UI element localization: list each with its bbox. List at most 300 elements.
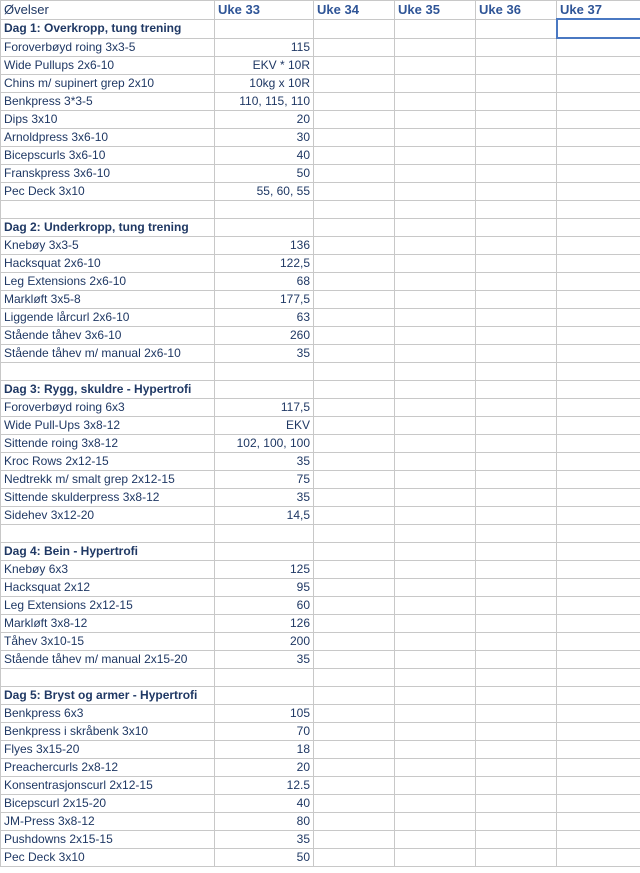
week-36-empty-cell[interactable] [476,417,557,435]
week-35-empty-cell[interactable] [395,705,476,723]
week-34-empty-cell[interactable] [314,273,395,291]
week-34-empty-cell[interactable] [314,201,395,219]
week-36-empty-cell[interactable] [476,57,557,75]
exercise-name-cell[interactable]: Wide Pullups 2x6-10 [1,57,215,75]
exercise-name-cell[interactable]: Preachercurls 2x8-12 [1,759,215,777]
exercise-row [1,633,640,651]
week-34-empty-cell[interactable] [314,795,395,813]
week-35-empty-cell[interactable] [395,579,476,597]
week-34-empty-cell[interactable] [314,38,395,57]
week-34-empty-cell[interactable] [314,489,395,507]
week-33-value-cell[interactable] [215,669,314,687]
week-34-empty-cell[interactable] [314,507,395,525]
exercise-name-cell[interactable] [1,525,215,543]
week-36-empty-cell[interactable] [476,345,557,363]
section-title-cell[interactable]: Dag 2: Underkropp, tung trening [1,219,215,237]
week-34-empty-cell[interactable] [314,75,395,93]
week-35-empty-cell[interactable] [395,201,476,219]
week-36-empty-cell[interactable] [476,489,557,507]
week-36-empty-cell[interactable] [476,759,557,777]
week-35-empty-cell[interactable] [395,75,476,93]
week-34-empty-cell[interactable] [314,219,395,237]
week-34-empty-cell[interactable] [314,237,395,255]
exercise-name-cell[interactable]: Sidehev 3x12-20 [1,507,215,525]
week-33-value-cell[interactable]: 260 [215,327,314,345]
week-36-empty-cell[interactable] [476,723,557,741]
week-35-empty-cell[interactable] [395,93,476,111]
week-35-empty-cell[interactable] [395,237,476,255]
week-37-empty-cell[interactable] [557,111,640,129]
week-36-empty-cell[interactable] [476,561,557,579]
week-33-value-cell[interactable]: 125 [215,561,314,579]
week-36-empty-cell[interactable] [476,795,557,813]
week-35-empty-cell[interactable] [395,129,476,147]
week-33-value-cell[interactable]: 35 [215,489,314,507]
week-33-value-cell[interactable]: 63 [215,309,314,327]
week-33-value-cell[interactable] [215,201,314,219]
week-33-value-cell[interactable]: 35 [215,831,314,849]
section-title-cell[interactable]: Dag 5: Bryst og armer - Hypertrofi [1,687,215,705]
week-37-empty-cell[interactable] [557,165,640,183]
week-33-value-cell[interactable]: EKV [215,417,314,435]
week-33-value-cell[interactable]: 122,5 [215,255,314,273]
week-36-empty-cell[interactable] [476,381,557,399]
week-36-empty-cell[interactable] [476,471,557,489]
week-34-empty-cell[interactable] [314,777,395,795]
week-34-empty-cell[interactable] [314,651,395,669]
exercise-name-cell[interactable]: Sittende roing 3x8-12 [1,435,215,453]
week-34-empty-cell[interactable] [314,435,395,453]
week-33-value-cell[interactable]: 80 [215,813,314,831]
week-33-value-cell[interactable]: 12.5 [215,777,314,795]
week-36-empty-cell[interactable] [476,525,557,543]
week-36-empty-cell[interactable] [476,849,557,867]
week-33-value-cell[interactable] [215,543,314,561]
week-35-empty-cell[interactable] [395,615,476,633]
week-34-empty-cell[interactable] [314,525,395,543]
week-35-empty-cell[interactable] [395,273,476,291]
week-33-value-cell[interactable]: 35 [215,453,314,471]
week-34-empty-cell[interactable] [314,147,395,165]
header-week-35[interactable]: Uke 35 [395,1,476,20]
week-36-empty-cell[interactable] [476,669,557,687]
week-35-empty-cell[interactable] [395,19,476,38]
week-33-value-cell[interactable]: 40 [215,147,314,165]
week-34-empty-cell[interactable] [314,93,395,111]
week-35-empty-cell[interactable] [395,255,476,273]
week-33-value-cell[interactable]: 35 [215,345,314,363]
exercise-name-cell[interactable]: Knebøy 6x3 [1,561,215,579]
week-37-empty-cell[interactable] [557,723,640,741]
week-33-value-cell[interactable]: 35 [215,651,314,669]
week-37-empty-cell[interactable] [557,327,640,345]
week-34-empty-cell[interactable] [314,741,395,759]
week-35-empty-cell[interactable] [395,525,476,543]
week-34-empty-cell[interactable] [314,759,395,777]
week-37-empty-cell[interactable] [557,597,640,615]
week-37-empty-cell[interactable] [557,129,640,147]
section-title-cell[interactable]: Dag 1: Overkropp, tung trening [1,19,215,38]
week-36-empty-cell[interactable] [476,147,557,165]
week-36-empty-cell[interactable] [476,165,557,183]
week-33-value-cell[interactable]: 40 [215,795,314,813]
exercise-name-cell[interactable]: Nedtrekk m/ smalt grep 2x12-15 [1,471,215,489]
week-37-empty-cell[interactable] [557,669,640,687]
exercise-name-cell[interactable]: Benkpress 6x3 [1,705,215,723]
week-35-empty-cell[interactable] [395,147,476,165]
week-37-empty-cell[interactable] [557,741,640,759]
week-33-value-cell[interactable]: EKV * 10R [215,57,314,75]
week-35-empty-cell[interactable] [395,417,476,435]
week-33-value-cell[interactable] [215,19,314,38]
week-37-empty-cell[interactable] [557,471,640,489]
header-exercises[interactable]: Øvelser [1,1,215,20]
week-33-value-cell[interactable]: 60 [215,597,314,615]
week-34-empty-cell[interactable] [314,561,395,579]
week-37-empty-cell[interactable] [557,38,640,57]
week-36-empty-cell[interactable] [476,633,557,651]
week-33-value-cell[interactable]: 68 [215,273,314,291]
blank-row [1,525,640,543]
week-35-empty-cell[interactable] [395,741,476,759]
week-37-empty-cell[interactable] [557,219,640,237]
week-37-empty-cell[interactable] [557,57,640,75]
week-33-value-cell[interactable]: 50 [215,165,314,183]
week-34-empty-cell[interactable] [314,345,395,363]
week-34-empty-cell[interactable] [314,705,395,723]
exercise-name-cell[interactable]: Kroc Rows 2x12-15 [1,453,215,471]
week-36-empty-cell[interactable] [476,273,557,291]
exercise-row [1,741,640,759]
week-35-empty-cell[interactable] [395,183,476,201]
week-37-empty-cell[interactable] [557,759,640,777]
week-34-empty-cell[interactable] [314,327,395,345]
week-37-empty-cell[interactable] [557,507,640,525]
week-37-empty-cell[interactable] [557,201,640,219]
week-35-empty-cell[interactable] [395,399,476,417]
section-title-cell[interactable]: Dag 4: Bein - Hypertrofi [1,543,215,561]
exercise-name-cell[interactable]: JM-Press 3x8-12 [1,813,215,831]
week-33-value-cell[interactable]: 20 [215,111,314,129]
selected-cell[interactable] [557,19,640,38]
week-36-empty-cell[interactable] [476,75,557,93]
exercise-name-cell[interactable]: Markløft 3x5-8 [1,291,215,309]
week-37-empty-cell[interactable] [557,579,640,597]
week-35-empty-cell[interactable] [395,795,476,813]
week-37-empty-cell[interactable] [557,435,640,453]
week-37-empty-cell[interactable] [557,489,640,507]
week-36-empty-cell[interactable] [476,309,557,327]
section-title-cell[interactable]: Dag 3: Rygg, skuldre - Hypertrofi [1,381,215,399]
week-35-empty-cell[interactable] [395,633,476,651]
week-35-empty-cell[interactable] [395,759,476,777]
week-35-empty-cell[interactable] [395,723,476,741]
section-row [1,19,640,38]
week-35-empty-cell[interactable] [395,813,476,831]
week-36-empty-cell[interactable] [476,399,557,417]
week-34-empty-cell[interactable] [314,57,395,75]
week-36-empty-cell[interactable] [476,813,557,831]
week-36-empty-cell[interactable] [476,453,557,471]
exercise-name-cell[interactable]: Liggende lårcurl 2x6-10 [1,309,215,327]
week-33-value-cell[interactable]: 115 [215,38,314,57]
week-37-empty-cell[interactable] [557,147,640,165]
week-33-value-cell[interactable]: 126 [215,615,314,633]
exercise-name-cell[interactable]: Pec Deck 3x10 [1,849,215,867]
week-37-empty-cell[interactable] [557,849,640,867]
week-33-value-cell[interactable]: 18 [215,741,314,759]
week-36-empty-cell[interactable] [476,19,557,38]
week-35-empty-cell[interactable] [395,435,476,453]
exercise-name-cell[interactable]: Leg Extensions 2x6-10 [1,273,215,291]
exercise-name-cell[interactable]: Markløft 3x8-12 [1,615,215,633]
week-36-empty-cell[interactable] [476,741,557,759]
week-37-empty-cell[interactable] [557,831,640,849]
week-33-value-cell[interactable]: 105 [215,705,314,723]
exercise-name-cell[interactable]: Pec Deck 3x10 [1,183,215,201]
week-36-empty-cell[interactable] [476,579,557,597]
week-34-empty-cell[interactable] [314,255,395,273]
week-34-empty-cell[interactable] [314,399,395,417]
week-34-empty-cell[interactable] [314,129,395,147]
week-35-empty-cell[interactable] [395,345,476,363]
week-37-empty-cell[interactable] [557,633,640,651]
week-34-empty-cell[interactable] [314,831,395,849]
week-36-empty-cell[interactable] [476,291,557,309]
week-36-empty-cell[interactable] [476,597,557,615]
week-33-value-cell[interactable]: 14,5 [215,507,314,525]
week-37-empty-cell[interactable] [557,651,640,669]
week-34-empty-cell[interactable] [314,633,395,651]
week-35-empty-cell[interactable] [395,651,476,669]
week-33-value-cell[interactable] [215,363,314,381]
exercise-name-cell[interactable]: Leg Extensions 2x12-15 [1,597,215,615]
week-33-value-cell[interactable]: 55, 60, 55 [215,183,314,201]
week-35-empty-cell[interactable] [395,597,476,615]
exercise-name-cell[interactable]: Bicepscurls 3x6-10 [1,147,215,165]
week-34-empty-cell[interactable] [314,183,395,201]
week-35-empty-cell[interactable] [395,57,476,75]
exercise-name-cell[interactable]: Stående tåhev m/ manual 2x15-20 [1,651,215,669]
week-33-value-cell[interactable] [215,381,314,399]
week-37-empty-cell[interactable] [557,777,640,795]
week-36-empty-cell[interactable] [476,687,557,705]
week-33-value-cell[interactable] [215,687,314,705]
week-37-empty-cell[interactable] [557,309,640,327]
week-36-empty-cell[interactable] [476,507,557,525]
week-35-empty-cell[interactable] [395,831,476,849]
week-36-empty-cell[interactable] [476,363,557,381]
week-34-empty-cell[interactable] [314,417,395,435]
week-37-empty-cell[interactable] [557,453,640,471]
week-36-empty-cell[interactable] [476,435,557,453]
header-row [1,1,640,20]
week-37-empty-cell[interactable] [557,75,640,93]
week-37-empty-cell[interactable] [557,561,640,579]
exercise-name-cell[interactable]: Franskpress 3x6-10 [1,165,215,183]
week-35-empty-cell[interactable] [395,489,476,507]
week-34-empty-cell[interactable] [314,363,395,381]
exercise-name-cell[interactable] [1,669,215,687]
week-35-empty-cell[interactable] [395,219,476,237]
header-week-34[interactable]: Uke 34 [314,1,395,20]
week-36-empty-cell[interactable] [476,111,557,129]
week-37-empty-cell[interactable] [557,543,640,561]
week-34-empty-cell[interactable] [314,615,395,633]
week-36-empty-cell[interactable] [476,651,557,669]
week-33-value-cell[interactable]: 95 [215,579,314,597]
exercise-name-cell[interactable]: Hacksquat 2x12 [1,579,215,597]
week-33-value-cell[interactable]: 200 [215,633,314,651]
exercise-name-cell[interactable]: Stående tåhev m/ manual 2x6-10 [1,345,215,363]
week-34-empty-cell[interactable] [314,813,395,831]
exercise-row [1,651,640,669]
exercise-row [1,615,640,633]
exercise-name-cell[interactable]: Sittende skulderpress 3x8-12 [1,489,215,507]
exercise-name-cell[interactable]: Dips 3x10 [1,111,215,129]
week-36-empty-cell[interactable] [476,38,557,57]
week-37-empty-cell[interactable] [557,291,640,309]
week-35-empty-cell[interactable] [395,561,476,579]
week-33-value-cell[interactable]: 75 [215,471,314,489]
week-35-empty-cell[interactable] [395,165,476,183]
week-33-value-cell[interactable]: 102, 100, 100 [215,435,314,453]
week-36-empty-cell[interactable] [476,183,557,201]
week-37-empty-cell[interactable] [557,381,640,399]
exercise-name-cell[interactable]: Bicepscurl 2x15-20 [1,795,215,813]
week-33-value-cell[interactable] [215,525,314,543]
exercise-name-cell[interactable] [1,201,215,219]
week-36-empty-cell[interactable] [476,219,557,237]
week-33-value-cell[interactable]: 70 [215,723,314,741]
week-37-empty-cell[interactable] [557,183,640,201]
week-37-empty-cell[interactable] [557,273,640,291]
week-36-empty-cell[interactable] [476,327,557,345]
week-37-empty-cell[interactable] [557,525,640,543]
week-34-empty-cell[interactable] [314,381,395,399]
week-34-empty-cell[interactable] [314,453,395,471]
week-36-empty-cell[interactable] [476,93,557,111]
exercise-name-cell[interactable]: Pushdowns 2x15-15 [1,831,215,849]
week-35-empty-cell[interactable] [395,111,476,129]
week-37-empty-cell[interactable] [557,93,640,111]
exercise-name-cell[interactable]: Konsentrasjonscurl 2x12-15 [1,777,215,795]
week-37-empty-cell[interactable] [557,363,640,381]
week-34-empty-cell[interactable] [314,111,395,129]
week-33-value-cell[interactable]: 30 [215,129,314,147]
week-36-empty-cell[interactable] [476,237,557,255]
week-37-empty-cell[interactable] [557,795,640,813]
exercise-name-cell[interactable]: Foroverbøyd roing 3x3-5 [1,38,215,57]
week-37-empty-cell[interactable] [557,615,640,633]
week-35-empty-cell[interactable] [395,309,476,327]
exercise-name-cell[interactable]: Benkpress i skråbenk 3x10 [1,723,215,741]
week-36-empty-cell[interactable] [476,129,557,147]
week-34-empty-cell[interactable] [314,309,395,327]
week-36-empty-cell[interactable] [476,255,557,273]
week-36-empty-cell[interactable] [476,831,557,849]
week-34-empty-cell[interactable] [314,291,395,309]
week-33-value-cell[interactable]: 136 [215,237,314,255]
week-37-empty-cell[interactable] [557,813,640,831]
week-35-empty-cell[interactable] [395,291,476,309]
week-36-empty-cell[interactable] [476,777,557,795]
week-33-value-cell[interactable] [215,219,314,237]
week-33-value-cell[interactable]: 117,5 [215,399,314,417]
week-35-empty-cell[interactable] [395,38,476,57]
week-34-empty-cell[interactable] [314,471,395,489]
week-35-empty-cell[interactable] [395,507,476,525]
week-36-empty-cell[interactable] [476,543,557,561]
exercise-name-cell[interactable]: Wide Pull-Ups 3x8-12 [1,417,215,435]
exercise-row [1,147,640,165]
exercise-name-cell[interactable]: Foroverbøyd roing 6x3 [1,399,215,417]
week-35-empty-cell[interactable] [395,453,476,471]
header-week-36[interactable]: Uke 36 [476,1,557,20]
week-35-empty-cell[interactable] [395,849,476,867]
week-33-value-cell[interactable]: 20 [215,759,314,777]
week-35-empty-cell[interactable] [395,327,476,345]
exercise-row [1,237,640,255]
week-34-empty-cell[interactable] [314,19,395,38]
exercise-name-cell[interactable]: Benkpress 3*3-5 [1,93,215,111]
week-37-empty-cell[interactable] [557,237,640,255]
week-36-empty-cell[interactable] [476,705,557,723]
exercise-name-cell[interactable]: Knebøy 3x3-5 [1,237,215,255]
exercise-name-cell[interactable] [1,363,215,381]
week-35-empty-cell[interactable] [395,687,476,705]
week-34-empty-cell[interactable] [314,723,395,741]
week-37-empty-cell[interactable] [557,417,640,435]
week-35-empty-cell[interactable] [395,777,476,795]
week-33-value-cell[interactable]: 50 [215,849,314,867]
exercise-row [1,759,640,777]
week-35-empty-cell[interactable] [395,471,476,489]
week-34-empty-cell[interactable] [314,687,395,705]
week-35-empty-cell[interactable] [395,669,476,687]
week-33-value-cell[interactable]: 10kg x 10R [215,75,314,93]
header-week-33[interactable]: Uke 33 [215,1,314,20]
week-34-empty-cell[interactable] [314,597,395,615]
exercise-row [1,507,640,525]
exercise-name-cell[interactable]: Hacksquat 2x6-10 [1,255,215,273]
header-week-37[interactable]: Uke 37 [557,1,640,20]
week-34-empty-cell[interactable] [314,543,395,561]
week-33-value-cell[interactable]: 110, 115, 110 [215,93,314,111]
week-35-empty-cell[interactable] [395,543,476,561]
exercise-name-cell[interactable]: Chins m/ supinert grep 2x10 [1,75,215,93]
week-35-empty-cell[interactable] [395,363,476,381]
week-34-empty-cell[interactable] [314,579,395,597]
week-37-empty-cell[interactable] [557,399,640,417]
week-36-empty-cell[interactable] [476,615,557,633]
week-37-empty-cell[interactable] [557,687,640,705]
exercise-name-cell[interactable]: Flyes 3x15-20 [1,741,215,759]
exercise-name-cell[interactable]: Tåhev 3x10-15 [1,633,215,651]
week-34-empty-cell[interactable] [314,669,395,687]
week-34-empty-cell[interactable] [314,849,395,867]
week-36-empty-cell[interactable] [476,201,557,219]
week-34-empty-cell[interactable] [314,165,395,183]
exercise-name-cell[interactable]: Stående tåhev 3x6-10 [1,327,215,345]
week-37-empty-cell[interactable] [557,255,640,273]
week-37-empty-cell[interactable] [557,705,640,723]
exercise-name-cell[interactable]: Arnoldpress 3x6-10 [1,129,215,147]
exercise-row [1,849,640,867]
week-35-empty-cell[interactable] [395,381,476,399]
week-37-empty-cell[interactable] [557,345,640,363]
week-33-value-cell[interactable]: 177,5 [215,291,314,309]
